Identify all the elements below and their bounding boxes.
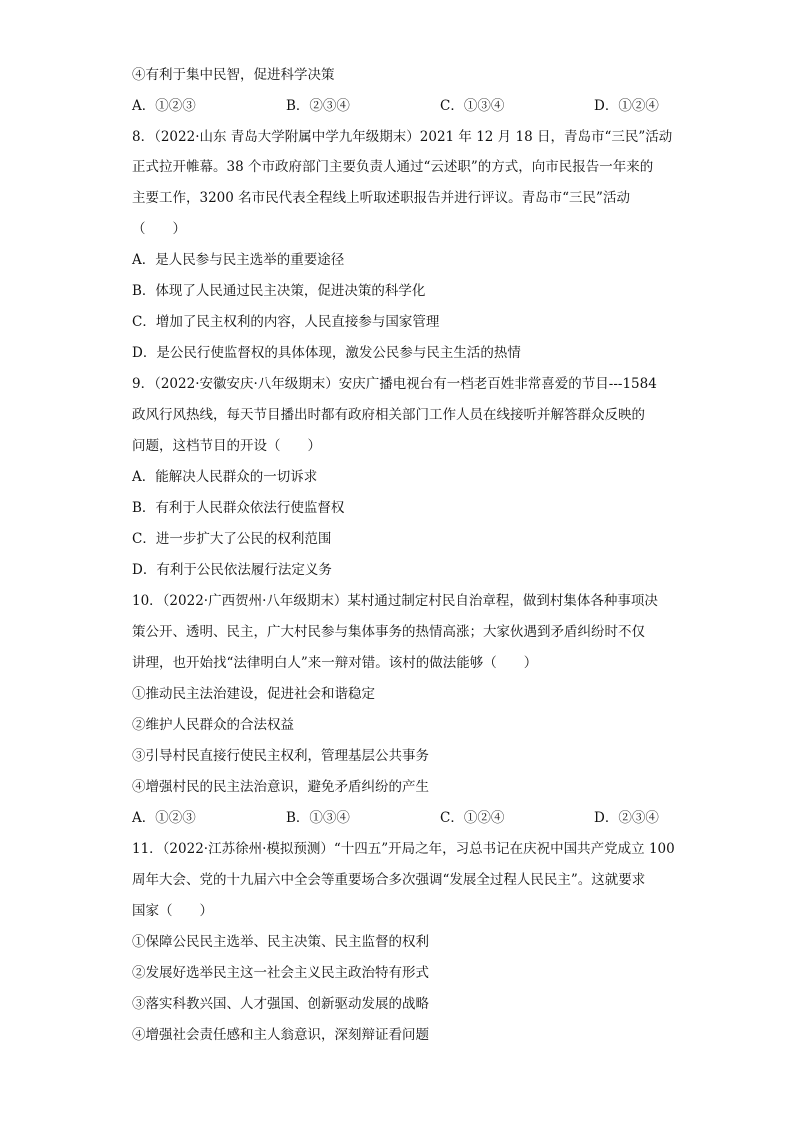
q9-stem-line: 问题，这档节目的开设（ ） [132,438,321,454]
q10-option-d: D．②③④ [594,810,659,826]
q8-option-d: D．是公民行使监督权的具体体现，激发公民参与民主生活的热情 [132,345,521,361]
q8-answer-blank: （ ） [132,221,186,237]
q11-item-4: ④增强社会责任感和主人翁意识，深刻辩证看问题 [132,1027,429,1043]
q8-option-c: C．增加了民主权利的内容，人民直接参与国家管理 [132,314,440,330]
q9-option-b: B．有利于人民群众依法行使监督权 [132,500,345,516]
q7-options [132,97,662,115]
q10-stem-line: 讲理，也开始找“法律明白人”来一辩对错。该村的做法能够（ ） [132,655,538,671]
q8-option-b: B．体现了人民通过民主决策，促进决策的科学化 [132,283,426,299]
q11-stem-line: 周年大会、党的十九届六中全会等重要场合多次强调“发展全过程人民民主”。这就要求 [132,872,646,888]
q8-stem-line: 主要工作，3200 名市民代表全程线上听取述职报告并进行评议。青岛市“三民”活动 [132,190,630,206]
q10-options [132,809,662,827]
q10-option-c: C．①②④ [440,810,505,826]
q11-item-3: ③落实科教兴国、人才强国、创新驱动发展的战略 [132,996,429,1012]
q7-option-c: C．①③④ [440,98,505,114]
q7-option-a: A．①②③ [132,98,196,114]
q9-stem-line: 政风行风热线，每天节目播出时都有政府相关部门工作人员在线接听并解答群众反映的 [132,407,645,423]
q9-option-a: A．能解决人民群众的一切诉求 [132,469,318,485]
q11-item-2: ②发展好选举民主这一社会主义民主政治特有形式 [132,965,429,981]
q7-option-d: D．①②④ [594,98,659,114]
q8-stem-line: 正式拉开帷幕。38 个市政府部门主要负责人通过“云述职”的方式，向市民报告一年来的 [132,159,654,175]
q11-item-1: ①保障公民民主选举、民主决策、民主监督的权利 [132,934,429,950]
q7-option-b: B．②③④ [286,98,350,114]
q9-stem-line: 9．（2022·安徽安庆·八年级期末）安庆广播电视台有一档老百姓非常喜爱的节目---1584 [132,376,657,392]
q9-option-c: C．进一步扩大了公民的权利范围 [132,531,332,547]
q8-option-a: A．是人民参与民主选举的重要途径 [132,252,345,268]
q10-option-b: B．①③④ [286,810,350,826]
q10-item-3: ③引导村民直接行使民主权利，管理基层公共事务 [132,748,429,764]
q11-stem-line: 11．（2022·江苏徐州·模拟预测）“十四五”开局之年，习总书记在庆祝中国共产党成立 100 [132,841,675,857]
q11-stem-line: 国家（ ） [132,903,213,919]
q10-stem-line: 策公开、透明、民主，广大村民参与集体事务的热情高涨；大家伙遇到矛盾纠纷时不仅 [132,624,645,640]
q9-option-d: D．有利于公民依法履行法定义务 [132,562,332,578]
q10-item-2: ②维护人民群众的合法权益 [132,717,294,733]
q10-item-4: ④增强村民的民主法治意识，避免矛盾纠纷的产生 [132,779,429,795]
q7-item-4: ④有利于集中民智，促进科学决策 [132,67,335,83]
q10-option-a: A．①②③ [132,810,196,826]
q10-item-1: ①推动民主法治建设，促进社会和谐稳定 [132,686,375,702]
q8-stem-line: 8．（2022·山东 青岛大学附属中学九年级期末）2021 年 12 月 18 日，青岛市“三民”活动 [132,129,673,145]
q10-stem-line: 10．（2022·广西贺州·八年级期末）某村通过制定村民自治章程，做到村集体各种事项决 [132,593,658,609]
